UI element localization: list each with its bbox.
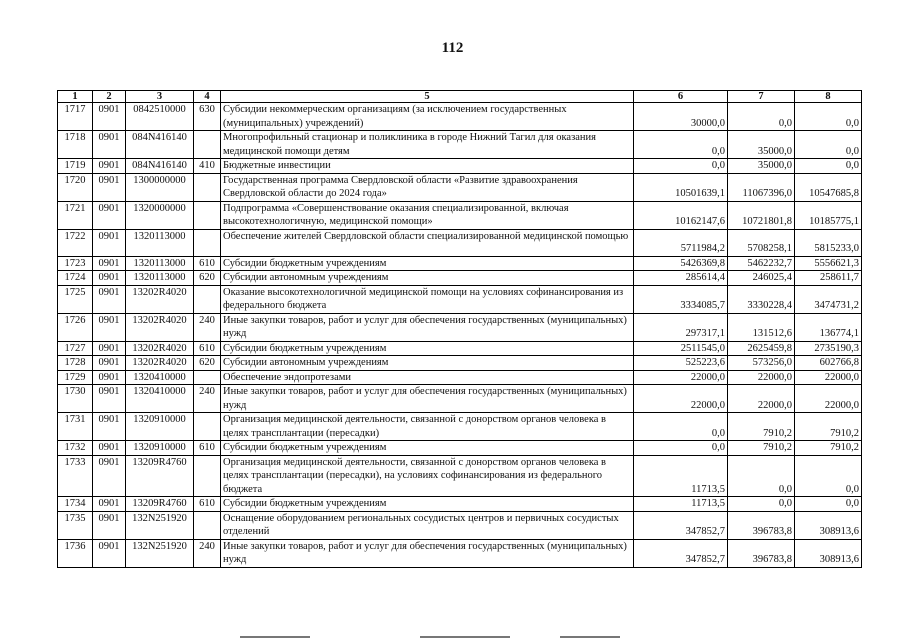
amount-col7-cell: 573256,0 [728, 356, 795, 371]
row-number-cell: 1730 [58, 385, 93, 413]
target-code-cell: 13202R4020 [126, 285, 194, 313]
amount-col7-cell: 396783,8 [728, 511, 795, 539]
amount-col7-cell: 10721801,8 [728, 201, 795, 229]
table-row [58, 539, 862, 567]
target-code-cell: 0842510000 [126, 103, 194, 131]
item-name-cell: Иные закупки товаров, работ и услуг для обеспечения государственных (муниципальных) нужд [221, 313, 634, 341]
row-number-cell: 1731 [58, 413, 93, 441]
row-number-cell: 1729 [58, 370, 93, 385]
table-body [58, 103, 862, 568]
section-code-cell: 0901 [93, 341, 126, 356]
column-header: 5 [221, 91, 634, 103]
column-header: 7 [728, 91, 795, 103]
row-number-cell: 1732 [58, 441, 93, 456]
table-row [58, 201, 862, 229]
section-code-cell: 0901 [93, 131, 126, 159]
amount-col8-cell: 22000,0 [795, 385, 862, 413]
target-code-cell: 1320910000 [126, 441, 194, 456]
target-code-cell: 13209R4760 [126, 497, 194, 512]
amount-col8-cell: 602766,8 [795, 356, 862, 371]
amount-col6-cell: 347852,7 [634, 511, 728, 539]
header-row [58, 91, 862, 103]
expense-type-cell [194, 201, 221, 229]
target-code-cell: 1320910000 [126, 413, 194, 441]
amount-col7-cell: 246025,4 [728, 271, 795, 286]
item-name-cell: Организация медицинской деятельности, связанной с донорством органов человека в целях трансплантации (пересадки) [221, 413, 634, 441]
amount-col6-cell: 10162147,6 [634, 201, 728, 229]
section-code-cell: 0901 [93, 229, 126, 256]
scan-artifact [420, 636, 510, 638]
amount-col7-cell: 35000,0 [728, 159, 795, 174]
amount-col8-cell: 10547685,8 [795, 173, 862, 201]
amount-col6-cell: 3334085,7 [634, 285, 728, 313]
row-number-cell: 1721 [58, 201, 93, 229]
section-code-cell: 0901 [93, 103, 126, 131]
amount-col6-cell: 285614,4 [634, 271, 728, 286]
table-row [58, 341, 862, 356]
row-number-cell: 1727 [58, 341, 93, 356]
amount-col6-cell: 10501639,1 [634, 173, 728, 201]
amount-col6-cell: 525223,6 [634, 356, 728, 371]
item-name-cell: Субсидии бюджетным учреждениям [221, 341, 634, 356]
section-code-cell: 0901 [93, 511, 126, 539]
expense-type-cell: 240 [194, 539, 221, 567]
amount-col6-cell: 0,0 [634, 413, 728, 441]
amount-col8-cell: 136774,1 [795, 313, 862, 341]
row-number-cell: 1725 [58, 285, 93, 313]
item-name-cell: Иные закупки товаров, работ и услуг для обеспечения государственных (муниципальных) нужд [221, 539, 634, 567]
table-row [58, 256, 862, 271]
amount-col8-cell: 0,0 [795, 159, 862, 174]
item-name-cell: Подпрограмма «Совершенствование оказания специализированной, включая высокотехнологичную, медицинской помощи» [221, 201, 634, 229]
expense-type-cell [194, 370, 221, 385]
item-name-cell: Бюджетные инвестиции [221, 159, 634, 174]
target-code-cell: 13202R4020 [126, 341, 194, 356]
item-name-cell: Субсидии бюджетным учреждениям [221, 441, 634, 456]
amount-col7-cell: 22000,0 [728, 385, 795, 413]
amount-col7-cell: 5708258,1 [728, 229, 795, 256]
row-number-cell: 1728 [58, 356, 93, 371]
row-number-cell: 1719 [58, 159, 93, 174]
page-number: 112 [441, 40, 464, 56]
item-name-cell: Оснащение оборудованием региональных сосудистых центров и первичных сосудистых отделений [221, 511, 634, 539]
item-name-cell: Оказание высокотехнологичной медицинской помощи на условиях софинансирования из федерального бюджета [221, 285, 634, 313]
section-code-cell: 0901 [93, 441, 126, 456]
expense-type-cell: 610 [194, 497, 221, 512]
target-code-cell: 1320410000 [126, 370, 194, 385]
expense-type-cell [194, 511, 221, 539]
expense-type-cell [194, 131, 221, 159]
amount-col8-cell: 0,0 [795, 103, 862, 131]
expense-type-cell [194, 285, 221, 313]
amount-col8-cell: 0,0 [795, 455, 862, 497]
table-row [58, 455, 862, 497]
amount-col6-cell: 347852,7 [634, 539, 728, 567]
target-code-cell: 1320113000 [126, 271, 194, 286]
row-number-cell: 1726 [58, 313, 93, 341]
amount-col7-cell: 7910,2 [728, 441, 795, 456]
amount-col6-cell: 2511545,0 [634, 341, 728, 356]
row-number-cell: 1735 [58, 511, 93, 539]
row-number-cell: 1720 [58, 173, 93, 201]
section-code-cell: 0901 [93, 313, 126, 341]
item-name-cell: Иные закупки товаров, работ и услуг для обеспечения государственных (муниципальных) нужд [221, 385, 634, 413]
amount-col8-cell: 22000,0 [795, 370, 862, 385]
amount-col6-cell: 5426369,8 [634, 256, 728, 271]
table-row [58, 229, 862, 256]
row-number-cell: 1717 [58, 103, 93, 131]
row-number-cell: 1718 [58, 131, 93, 159]
section-code-cell: 0901 [93, 173, 126, 201]
expense-type-cell [194, 455, 221, 497]
target-code-cell: 132N251920 [126, 511, 194, 539]
amount-col6-cell: 11713,5 [634, 455, 728, 497]
item-name-cell: Многопрофильный стационар и поликлиника в городе Нижний Тагил для оказания медицинской помощи детям [221, 131, 634, 159]
amount-col8-cell: 308913,6 [795, 539, 862, 567]
table-row [58, 103, 862, 131]
amount-col8-cell: 7910,2 [795, 441, 862, 456]
item-name-cell: Субсидии бюджетным учреждениям [221, 256, 634, 271]
section-code-cell: 0901 [93, 356, 126, 371]
table-row [58, 131, 862, 159]
target-code-cell: 1320000000 [126, 201, 194, 229]
amount-col7-cell: 3330228,4 [728, 285, 795, 313]
amount-col7-cell: 131512,6 [728, 313, 795, 341]
item-name-cell: Субсидии бюджетным учреждениям [221, 497, 634, 512]
column-header: 4 [194, 91, 221, 103]
column-header: 1 [58, 91, 93, 103]
amount-col7-cell: 396783,8 [728, 539, 795, 567]
table-row [58, 356, 862, 371]
table-row [58, 271, 862, 286]
budget-table [57, 90, 862, 568]
table-row [58, 497, 862, 512]
amount-col8-cell: 308913,6 [795, 511, 862, 539]
item-name-cell: Субсидии некоммерческим организациям (за исключением государственных (муниципальных) учреждений) [221, 103, 634, 131]
amount-col8-cell: 258611,7 [795, 271, 862, 286]
target-code-cell: 13202R4020 [126, 313, 194, 341]
amount-col7-cell: 22000,0 [728, 370, 795, 385]
column-header: 3 [126, 91, 194, 103]
amount-col7-cell: 7910,2 [728, 413, 795, 441]
item-name-cell: Субсидии автономным учреждениям [221, 356, 634, 371]
amount-col8-cell: 5556621,3 [795, 256, 862, 271]
amount-col6-cell: 30000,0 [634, 103, 728, 131]
amount-col8-cell: 2735190,3 [795, 341, 862, 356]
amount-col8-cell: 0,0 [795, 497, 862, 512]
table-row [58, 370, 862, 385]
table-row [58, 159, 862, 174]
amount-col6-cell: 297317,1 [634, 313, 728, 341]
target-code-cell: 132N251920 [126, 539, 194, 567]
amount-col8-cell: 5815233,0 [795, 229, 862, 256]
section-code-cell: 0901 [93, 497, 126, 512]
expense-type-cell [194, 229, 221, 256]
target-code-cell: 084N416140 [126, 159, 194, 174]
table-row [58, 313, 862, 341]
target-code-cell: 1320410000 [126, 385, 194, 413]
target-code-cell: 1320113000 [126, 256, 194, 271]
expense-type-cell: 240 [194, 385, 221, 413]
item-name-cell: Обеспечение жителей Свердловской области специализированной медицинской помощью [221, 229, 634, 256]
scan-artifact [240, 636, 310, 638]
amount-col8-cell: 7910,2 [795, 413, 862, 441]
table-row [58, 511, 862, 539]
row-number-cell: 1723 [58, 256, 93, 271]
expense-type-cell [194, 173, 221, 201]
item-name-cell: Обеспечение эндопротезами [221, 370, 634, 385]
expense-type-cell: 610 [194, 441, 221, 456]
row-number-cell: 1734 [58, 497, 93, 512]
section-code-cell: 0901 [93, 256, 126, 271]
section-code-cell: 0901 [93, 285, 126, 313]
target-code-cell: 1320113000 [126, 229, 194, 256]
section-code-cell: 0901 [93, 271, 126, 286]
expense-type-cell [194, 413, 221, 441]
table-row [58, 285, 862, 313]
section-code-cell: 0901 [93, 159, 126, 174]
target-code-cell: 13202R4020 [126, 356, 194, 371]
table-row [58, 413, 862, 441]
row-number-cell: 1736 [58, 539, 93, 567]
column-header: 8 [795, 91, 862, 103]
section-code-cell: 0901 [93, 539, 126, 567]
expense-type-cell: 630 [194, 103, 221, 131]
table-row [58, 385, 862, 413]
section-code-cell: 0901 [93, 455, 126, 497]
amount-col6-cell: 0,0 [634, 441, 728, 456]
expense-type-cell: 610 [194, 256, 221, 271]
expense-type-cell: 620 [194, 271, 221, 286]
section-code-cell: 0901 [93, 413, 126, 441]
amount-col6-cell: 11713,5 [634, 497, 728, 512]
table-row [58, 173, 862, 201]
row-number-cell: 1724 [58, 271, 93, 286]
amount-col7-cell: 0,0 [728, 497, 795, 512]
amount-col6-cell: 22000,0 [634, 385, 728, 413]
amount-col7-cell: 35000,0 [728, 131, 795, 159]
amount-col8-cell: 0,0 [795, 131, 862, 159]
target-code-cell: 13209R4760 [126, 455, 194, 497]
amount-col7-cell: 0,0 [728, 455, 795, 497]
section-code-cell: 0901 [93, 385, 126, 413]
expense-type-cell: 410 [194, 159, 221, 174]
amount-col6-cell: 0,0 [634, 131, 728, 159]
row-number-cell: 1722 [58, 229, 93, 256]
item-name-cell: Организация медицинской деятельности, связанной с донорством органов человека в целях трансплантации (пересадки), на условиях софинансирования из федерального бюджета [221, 455, 634, 497]
section-code-cell: 0901 [93, 201, 126, 229]
item-name-cell: Государственная программа Свердловской области «Развитие здравоохранения Свердловской области до 2024 года» [221, 173, 634, 201]
target-code-cell: 1300000000 [126, 173, 194, 201]
column-header: 6 [634, 91, 728, 103]
expense-type-cell: 240 [194, 313, 221, 341]
amount-col6-cell: 0,0 [634, 159, 728, 174]
amount-col6-cell: 5711984,2 [634, 229, 728, 256]
target-code-cell: 084N416140 [126, 131, 194, 159]
table-row [58, 441, 862, 456]
amount-col7-cell: 5462232,7 [728, 256, 795, 271]
item-name-cell: Субсидии автономным учреждениям [221, 271, 634, 286]
amount-col7-cell: 11067396,0 [728, 173, 795, 201]
row-number-cell: 1733 [58, 455, 93, 497]
scan-artifact [560, 636, 620, 638]
amount-col6-cell: 22000,0 [634, 370, 728, 385]
amount-col7-cell: 2625459,8 [728, 341, 795, 356]
amount-col8-cell: 3474731,2 [795, 285, 862, 313]
section-code-cell: 0901 [93, 370, 126, 385]
column-header: 2 [93, 91, 126, 103]
amount-col7-cell: 0,0 [728, 103, 795, 131]
expense-type-cell: 620 [194, 356, 221, 371]
expense-type-cell: 610 [194, 341, 221, 356]
amount-col8-cell: 10185775,1 [795, 201, 862, 229]
